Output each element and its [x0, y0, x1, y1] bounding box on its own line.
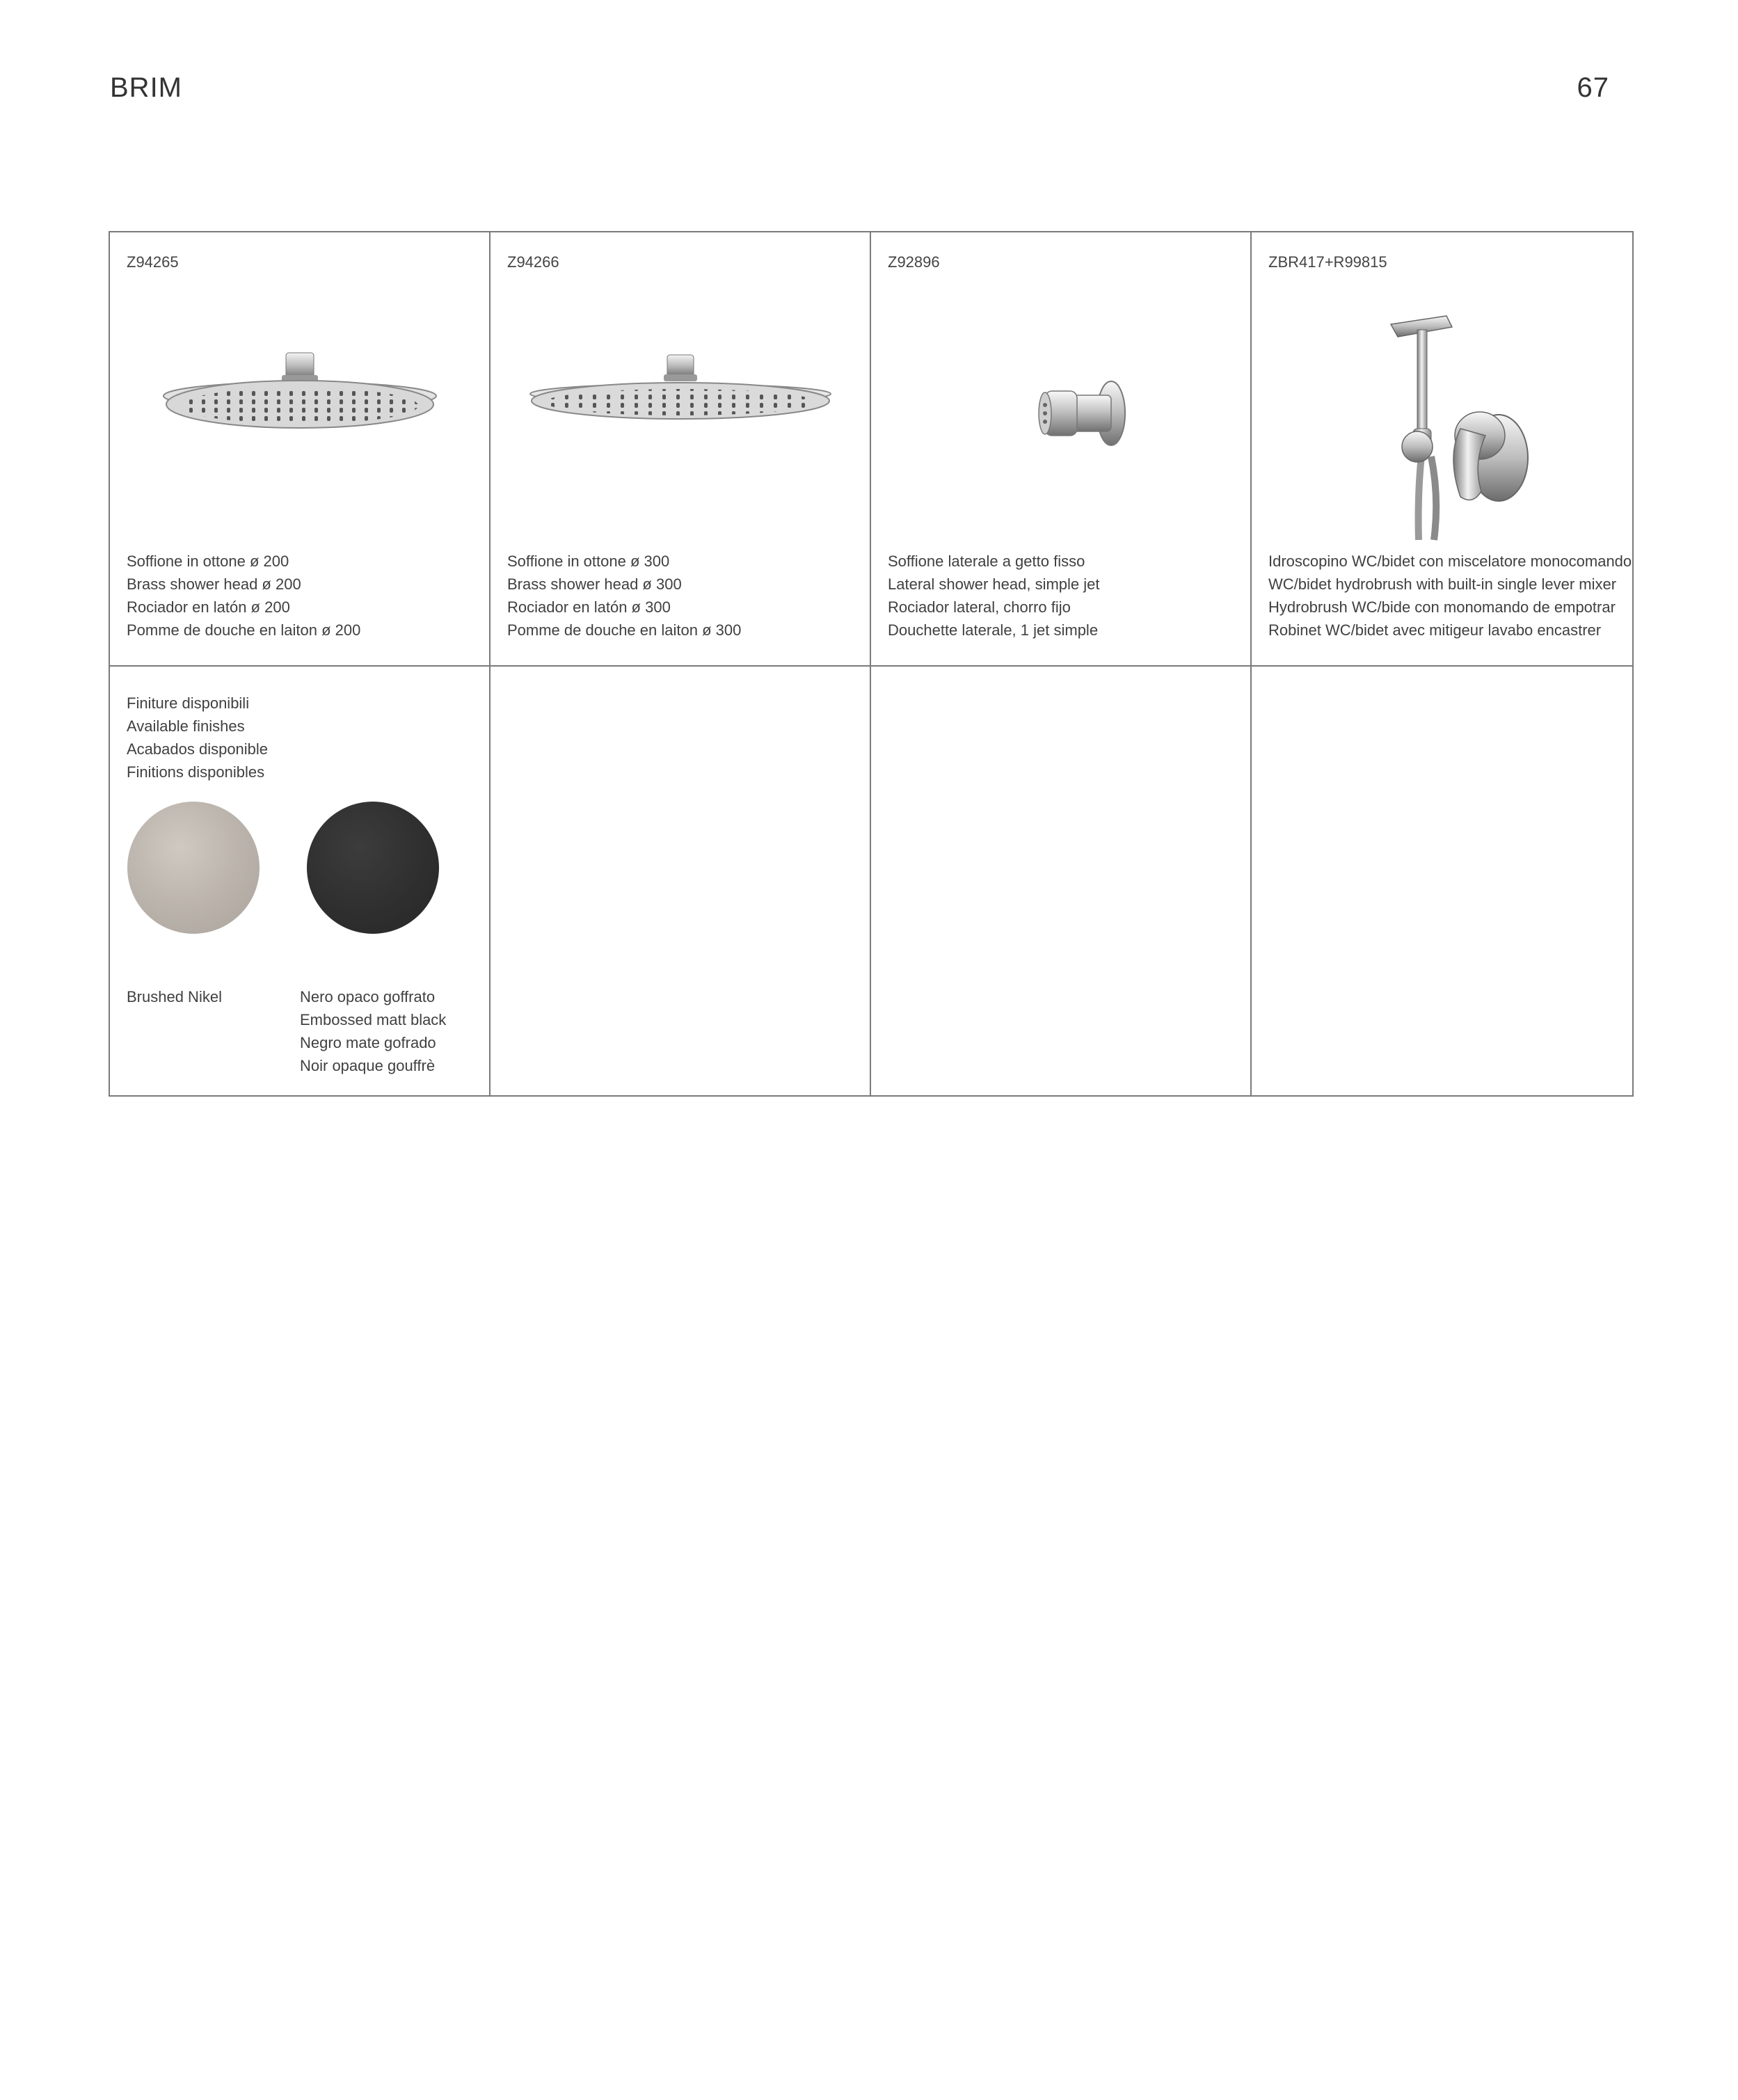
shower-head-200-icon — [110, 347, 491, 452]
hydrobrush-mixer-icon — [1252, 296, 1632, 547]
product-table — [109, 231, 1634, 1097]
product-code: Z94266 — [507, 253, 559, 271]
product-description: Soffione in ottone ø 200 Brass shower head ø 200 Rociador en latón ø 200 Pomme de douche en laiton ø 200 — [127, 552, 361, 639]
product-cell-z92896 — [871, 232, 1252, 665]
product-description: Soffione laterale a getto fisso Lateral shower head, simple jet Rociador lateral, chorro fijo Douchette laterale, 1 jet simple — [888, 552, 1100, 639]
product-code: Z92896 — [888, 253, 940, 271]
row-divider — [110, 665, 1632, 667]
product-description: Soffione in ottone ø 300 Brass shower head ø 300 Rociador en latón ø 300 Pomme de douche en laiton ø 300 — [507, 552, 742, 639]
product-description: Idroscopino WC/bidet con miscelatore monocomando WC/bidet hydrobrush with built-in single lever mixer Hydrobrush WC/bide con monomando de empotrar Robinet WC/bidet avec mitigeur lavabo encastrer — [1268, 552, 1632, 639]
shower-head-300-icon — [491, 351, 871, 448]
matt-black-swatch — [307, 802, 439, 934]
finishes-heading: Finiture disponibili Available finishes Acabados disponible Finitions disponibles — [127, 694, 269, 781]
lateral-shower-head-icon — [871, 372, 1252, 455]
product-cell-zbr417-r99815 — [1252, 232, 1632, 665]
brand-title: BRIM — [110, 72, 182, 103]
product-cell-z94265 — [110, 232, 491, 665]
brushed-nickel-label: Brushed Nikel — [127, 988, 222, 1005]
product-code: Z94265 — [127, 253, 179, 271]
page-number: 67 — [1577, 72, 1609, 103]
brushed-nickel-swatch — [127, 802, 260, 934]
product-cell-z94266 — [491, 232, 871, 665]
product-code: ZBR417+R99815 — [1268, 253, 1387, 271]
matt-black-label: Nero opaco goffrato Embossed matt black Negro mate gofrado Noir opaque gouffrè — [300, 988, 447, 1074]
